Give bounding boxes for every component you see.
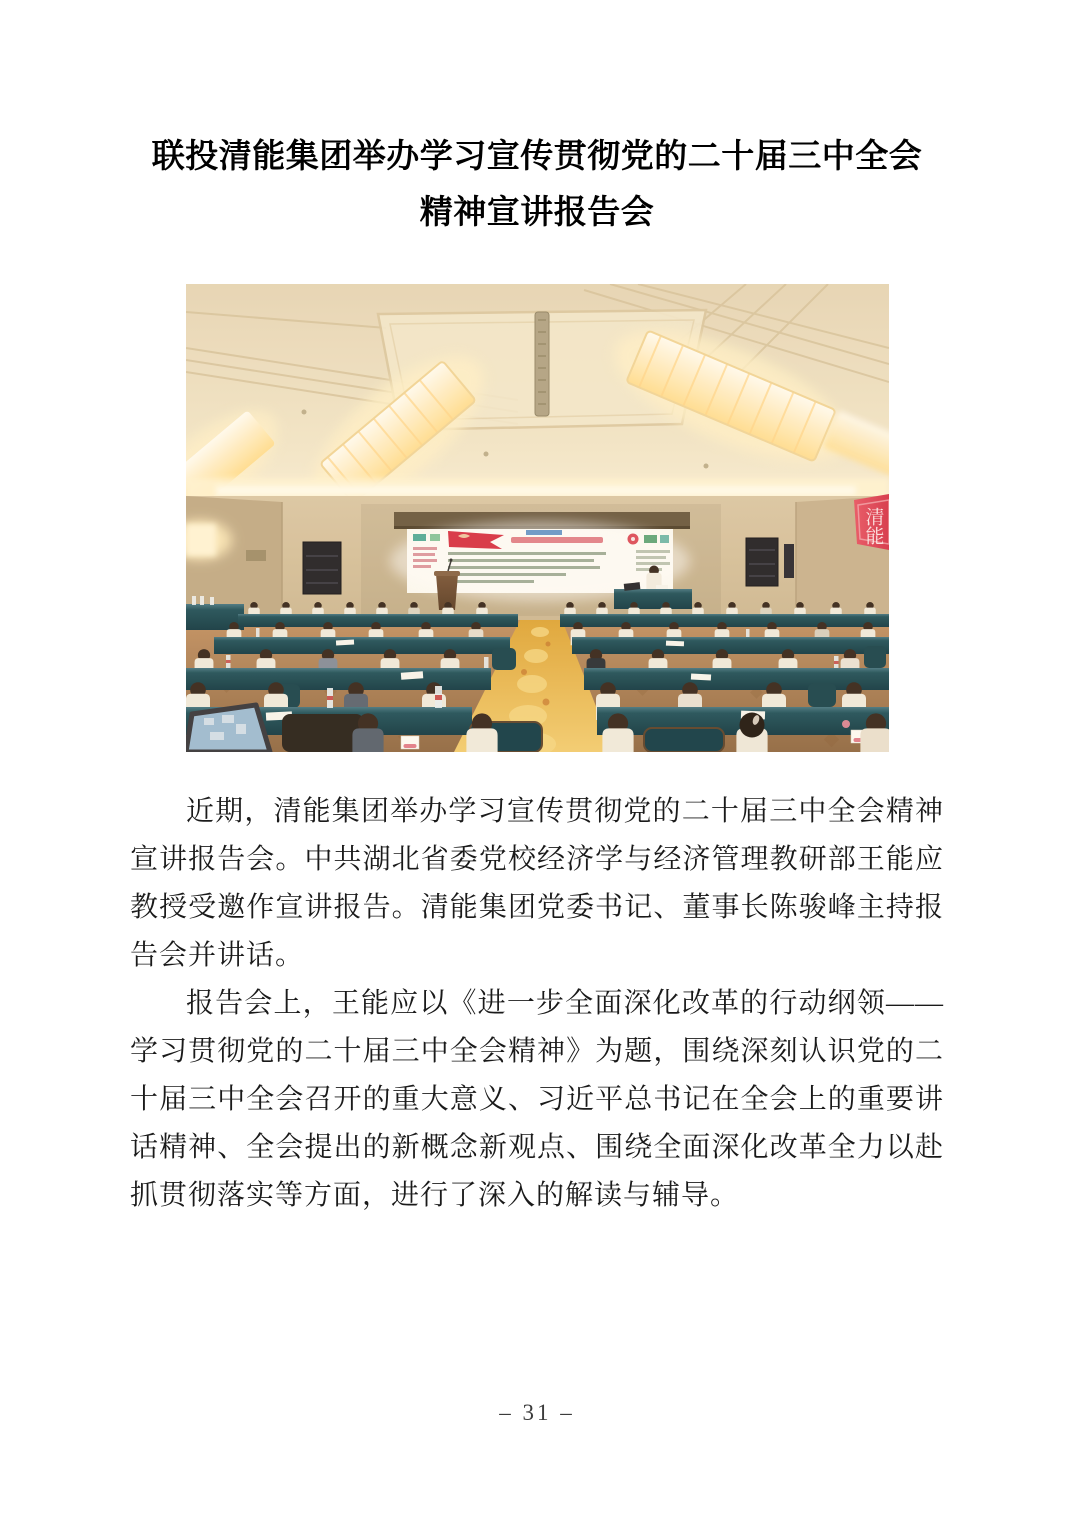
banner-text: 清能 — [862, 507, 883, 545]
article-body — [130, 788, 944, 1220]
article-title — [130, 129, 944, 241]
paragraph-1: 近期，清能集团举办学习宣传贯彻党的二十届三中全会精神宣讲报告会。中共湖北省委党校经济学与经济管理教研部王能应教授受邀作宣讲报告。清能集团党委书记、董事长陈骏峰主持报告会并讲话。 — [130, 796, 944, 971]
conference-room-illustration — [186, 284, 889, 752]
conference-photo — [186, 284, 889, 752]
title-line-1: 联投清能集团举办学习宣传贯彻党的二十届三中全会 — [151, 139, 923, 175]
page-number: – 31 – — [499, 1400, 575, 1425]
title-line-2: 精神宣讲报告会 — [419, 195, 655, 231]
paragraph-2: 报告会上，王能应以《进一步全面深化改革的行动纲领——学习贯彻党的二十届三中全会精神》为题，围绕深刻认识党的二十届三中全会召开的重大意义、习近平总书记在全会上的重要讲话精神、全会提出的新概念新观点、围绕全面深化改革全力以赴抓贯彻落实等方面，进行了深入的解读与辅导。 — [130, 988, 944, 1211]
